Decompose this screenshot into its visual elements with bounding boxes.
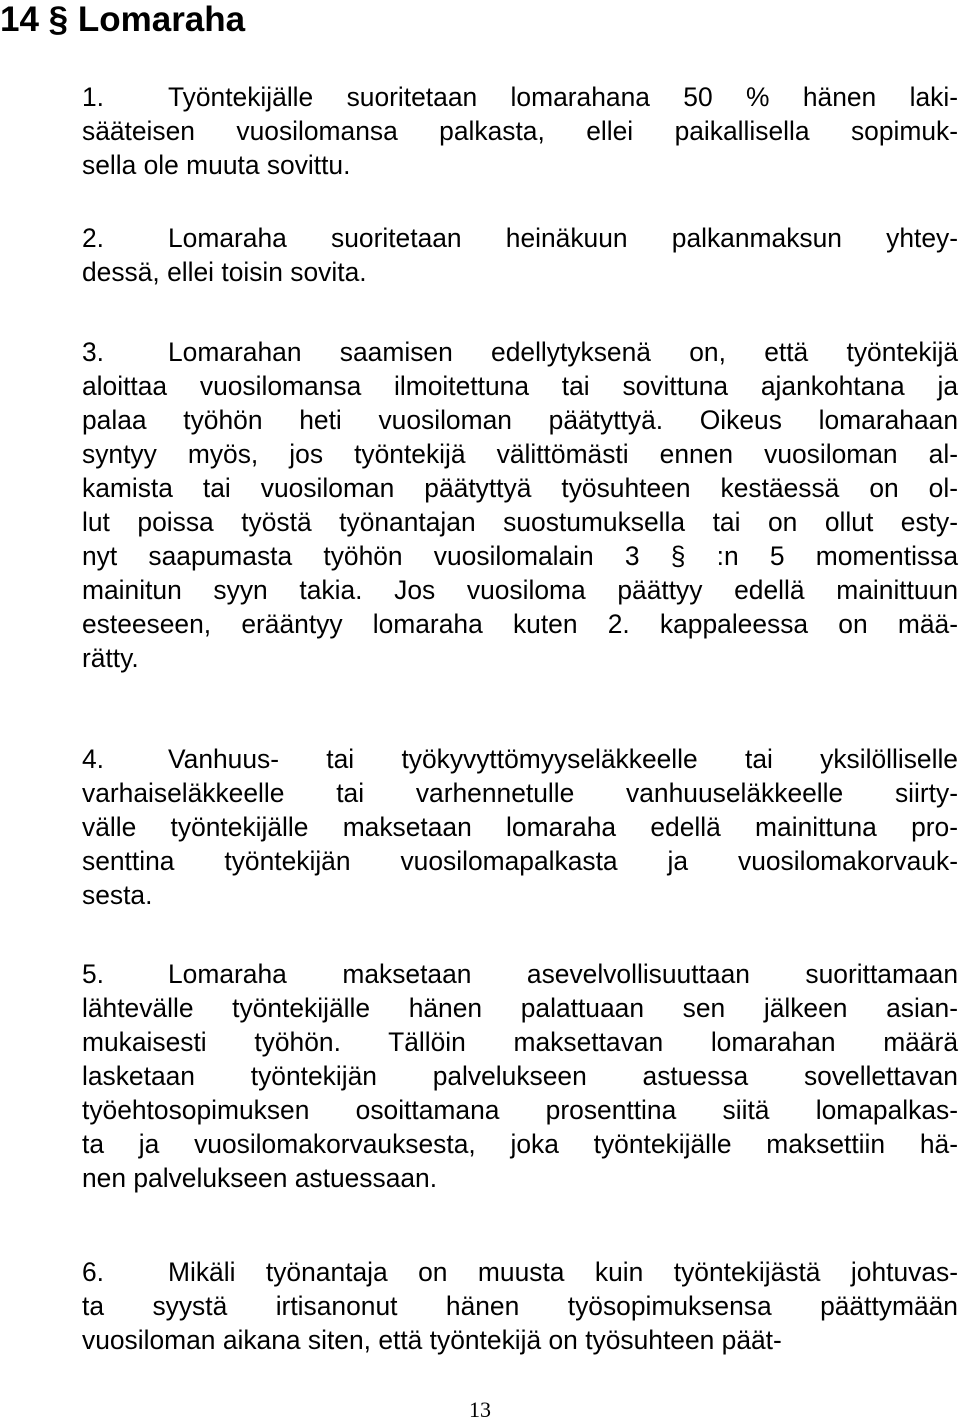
paragraph-line: [82, 1321, 958, 1359]
line-text: aloittaa vuosilomansa ilmoitettuna tai sovittuna ajankohtana ja: [82, 371, 958, 401]
paragraph-line: [82, 1125, 958, 1163]
paragraph-line: [82, 469, 958, 507]
line-text: välle työntekijälle maksetaan lomaraha edellä mainittuna pro-: [82, 812, 958, 842]
section-heading: 14 § Lomaraha: [0, 0, 246, 39]
paragraph-line: [82, 146, 958, 184]
line-text: nyt saapumasta työhön vuosilomalain 3 § :n 5 momentissa: [82, 541, 958, 571]
line-text: varhaiseläkkeelle tai varhennetulle vanhuuseläkkeelle siirty-: [82, 778, 958, 808]
line-text: senttina työntekijän vuosilomapalkasta ja vuosilomakorvauk-: [82, 846, 958, 876]
line-text: sella ole muuta sovittu.: [82, 150, 351, 180]
paragraph-line: [82, 876, 958, 914]
paragraph-line: [82, 1253, 958, 1291]
item-number: 2.: [82, 223, 105, 253]
line-text: sesta.: [82, 880, 153, 910]
paragraph-line: [82, 955, 958, 993]
line-text: sääteisen vuosilomansa palkasta, ellei paikallisella sopimuk-: [82, 116, 958, 146]
item-number: 3.: [82, 337, 105, 367]
page-number: 13: [469, 1397, 491, 1422]
paragraph-line: [82, 1159, 958, 1197]
paragraph-line: [82, 537, 958, 575]
paragraph-line: [82, 401, 958, 439]
item-number: 5.: [82, 959, 105, 989]
line-text: Lomaraha maksetaan asevelvollisuuttaan suorittamaan: [168, 959, 958, 989]
paragraph-line: [82, 1091, 958, 1129]
line-text: esteeseen, erääntyy lomaraha kuten 2. kappaleessa on mää-: [82, 609, 958, 639]
paragraph-line: [82, 435, 958, 473]
line-text: ta ja vuosilomakorvauksesta, joka työntekijälle maksettiin hä-: [82, 1129, 958, 1159]
paragraph-line: [82, 333, 958, 371]
paragraph-line: [82, 1287, 958, 1325]
line-text: työehtosopimuksen osoittamana prosenttina siitä lomapalkas-: [82, 1095, 958, 1125]
paragraph-line: [82, 219, 958, 257]
paragraph-line: [82, 989, 958, 1027]
paragraph-line: [82, 774, 958, 812]
line-text: Työntekijälle suoritetaan lomarahana 50 % hänen laki-: [168, 82, 958, 112]
line-text: mainitun syyn takia. Jos vuosiloma päättyy edellä mainittuun: [82, 575, 958, 605]
paragraph-line: [82, 842, 958, 880]
line-text: mukaisesti työhön. Tällöin maksettavan lomarahan määrä: [82, 1027, 958, 1057]
paragraph-line: [82, 78, 958, 116]
paragraph-line: [82, 740, 958, 778]
item-number: 6.: [82, 1257, 105, 1287]
line-text: vuosiloman aikana siten, että työntekijä on työsuhteen päät-: [82, 1325, 782, 1355]
line-text: Lomaraha suoritetaan heinäkuun palkanmaksun yhtey-: [168, 223, 958, 253]
paragraph-line: [82, 253, 958, 291]
line-text: lähtevälle työntekijälle hänen palattuaan sen jälkeen asian-: [82, 993, 958, 1023]
paragraph-line: [82, 571, 958, 609]
line-text: Lomarahan saamisen edellytyksenä on, että työntekijä: [168, 337, 958, 367]
paragraph-line: [82, 367, 958, 405]
paragraph-line: [82, 808, 958, 846]
line-text: Vanhuus- tai työkyvyttömyyseläkkeelle tai yksilölliselle: [168, 744, 958, 774]
line-text: ta syystä irtisanonut hänen työsopimuksensa päättymään: [82, 1291, 958, 1321]
line-text: syntyy myös, jos työntekijä välittömästi ennen vuosiloman al-: [82, 439, 958, 469]
line-text: kamista tai vuosiloman päätyttyä työsuhteen kestäessä on ol-: [82, 473, 958, 503]
paragraph-line: [82, 503, 958, 541]
item-number: 1.: [82, 82, 105, 112]
paragraph-line: [82, 605, 958, 643]
line-text: Mikäli työnantaja on muusta kuin työntekijästä johtuvas-: [168, 1257, 958, 1287]
line-text: dessä, ellei toisin sovita.: [82, 257, 367, 287]
line-text: lut poissa työstä työnantajan suostumuksella tai on ollut esty-: [82, 507, 958, 537]
line-text: rätty.: [82, 643, 139, 673]
line-text: palaa työhön heti vuosiloman päätyttyä. Oikeus lomarahaan: [82, 405, 958, 435]
paragraph-line: [82, 1023, 958, 1061]
line-text: nen palvelukseen astuessaan.: [82, 1163, 438, 1193]
paragraph-line: [82, 1057, 958, 1095]
paragraph-line: [82, 112, 958, 150]
item-number: 4.: [82, 744, 105, 774]
paragraph-line: [82, 639, 958, 677]
line-text: lasketaan työntekijän palvelukseen astuessa sovellettavan: [82, 1061, 958, 1091]
